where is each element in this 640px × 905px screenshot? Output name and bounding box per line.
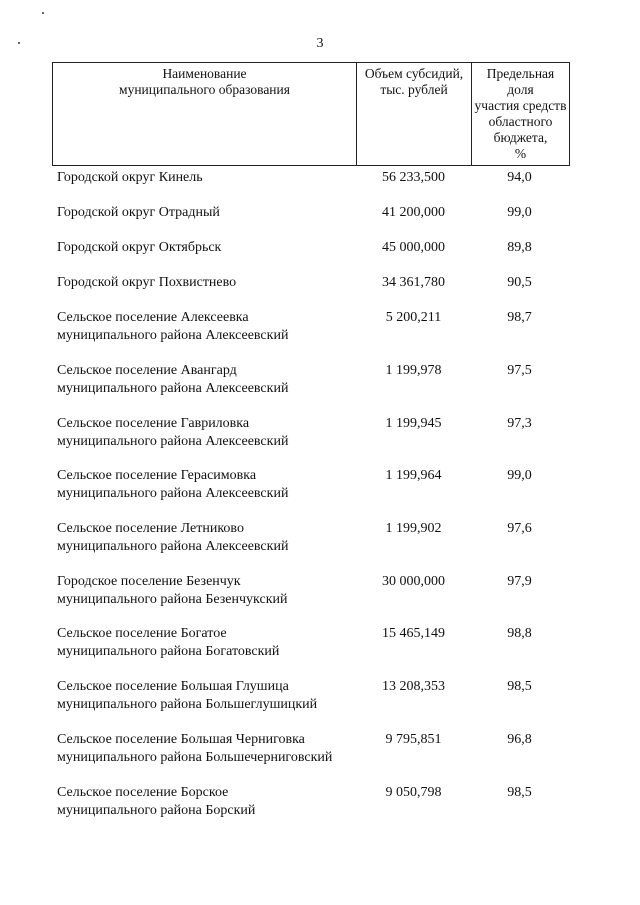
- municipality-name-line: Сельское поселение Большая Черниговка: [57, 732, 305, 747]
- subsidy-amount: 5 200,211: [385, 310, 442, 325]
- budget-share: 97,9: [507, 574, 532, 589]
- municipality-name-line: Сельское поселение Алексеевка: [57, 310, 249, 325]
- municipality-name-line: Городской округ Кинель: [57, 170, 203, 185]
- budget-share: 89,8: [507, 240, 532, 255]
- header-name-column: Наименование муниципального образования: [53, 63, 357, 165]
- subsidy-amount: 34 361,780: [382, 275, 445, 290]
- municipality-name-line: муниципального района Алексеевский: [57, 434, 289, 449]
- budget-share: 97,3: [507, 416, 532, 431]
- municipality-name: [57, 239, 357, 257]
- budget-share: 98,8: [507, 626, 532, 641]
- budget-share: 97,5: [507, 363, 532, 378]
- municipality-name-line: Городское поселение Безенчук: [57, 574, 241, 589]
- municipality-name: [57, 204, 357, 222]
- municipality-name: [57, 573, 357, 609]
- subsidy-amount: 45 000,000: [382, 240, 445, 255]
- municipality-name-line: муниципального района Безенчукский: [57, 592, 288, 607]
- header-amount-column: Объем субсидий, тыс. рублей: [357, 63, 472, 165]
- subsidy-amount: 1 199,902: [385, 521, 442, 536]
- municipality-name: [57, 784, 357, 820]
- municipality-name-line: Городской округ Похвистнево: [57, 275, 237, 290]
- municipality-name-line: Сельское поселение Богатое: [57, 626, 227, 641]
- municipality-name: [57, 309, 357, 345]
- municipality-name: [57, 678, 357, 714]
- table-header: [52, 62, 570, 166]
- budget-share: 99,0: [507, 205, 532, 220]
- subsidy-amount: 9 795,851: [385, 732, 442, 747]
- subsidy-amount: 1 199,945: [385, 416, 442, 431]
- municipality-name-line: муниципального района Большеглушицкий: [57, 697, 318, 712]
- municipality-name: [57, 625, 357, 661]
- budget-share: 94,0: [507, 170, 532, 185]
- municipality-name-line: Городской округ Отрадный: [57, 205, 220, 220]
- budget-share: 98,5: [507, 785, 532, 800]
- municipality-name-line: муниципального района Богатовский: [57, 644, 280, 659]
- municipality-name: [57, 415, 357, 451]
- municipality-name-line: муниципального района Борский: [57, 803, 256, 818]
- municipality-name-line: Сельское поселение Герасимовка: [57, 468, 257, 483]
- budget-share: 97,6: [507, 521, 532, 536]
- municipality-name-line: Сельское поселение Авангард: [57, 363, 237, 378]
- municipality-name: [57, 274, 357, 292]
- subsidy-amount: 30 000,000: [382, 574, 445, 589]
- municipality-name: [57, 169, 357, 187]
- municipality-name-line: муниципального района Алексеевский: [57, 486, 289, 501]
- municipality-name: [57, 362, 357, 398]
- municipality-name-line: муниципального района Алексеевский: [57, 539, 289, 554]
- subsidy-amount: 1 199,964: [385, 468, 442, 483]
- scan-speck: [42, 12, 44, 14]
- municipality-name-line: муниципального района Алексеевский: [57, 381, 289, 396]
- subsidy-amount: 15 465,149: [382, 626, 445, 641]
- budget-share: 96,8: [507, 732, 532, 747]
- header-share-column: Предельная доля участия средств областного бюджета, %: [474, 66, 567, 161]
- budget-share: 99,0: [507, 468, 532, 483]
- municipality-name-line: Городской округ Октябрьск: [57, 240, 222, 255]
- subsidy-amount: 56 233,500: [382, 170, 445, 185]
- page-number: 3: [316, 36, 324, 51]
- municipality-name: [57, 467, 357, 503]
- municipality-name-line: Сельское поселение Борское: [57, 785, 229, 800]
- subsidy-amount: 9 050,798: [385, 785, 442, 800]
- subsidy-amount: 1 199,978: [385, 363, 442, 378]
- municipality-name-line: муниципального района Алексеевский: [57, 328, 289, 343]
- budget-share: 90,5: [507, 275, 532, 290]
- municipality-name-line: Сельское поселение Гавриловка: [57, 416, 250, 431]
- budget-share: 98,7: [507, 310, 532, 325]
- budget-share: 98,5: [507, 679, 532, 694]
- municipality-name: [57, 731, 357, 767]
- municipality-name-line: Сельское поселение Летниково: [57, 521, 244, 536]
- subsidy-amount: 13 208,353: [382, 679, 445, 694]
- municipality-name-line: Сельское поселение Большая Глушица: [57, 679, 289, 694]
- municipality-name: [57, 520, 357, 556]
- subsidy-amount: 41 200,000: [382, 205, 445, 220]
- municipality-name-line: муниципального района Большечерниговский: [57, 750, 333, 765]
